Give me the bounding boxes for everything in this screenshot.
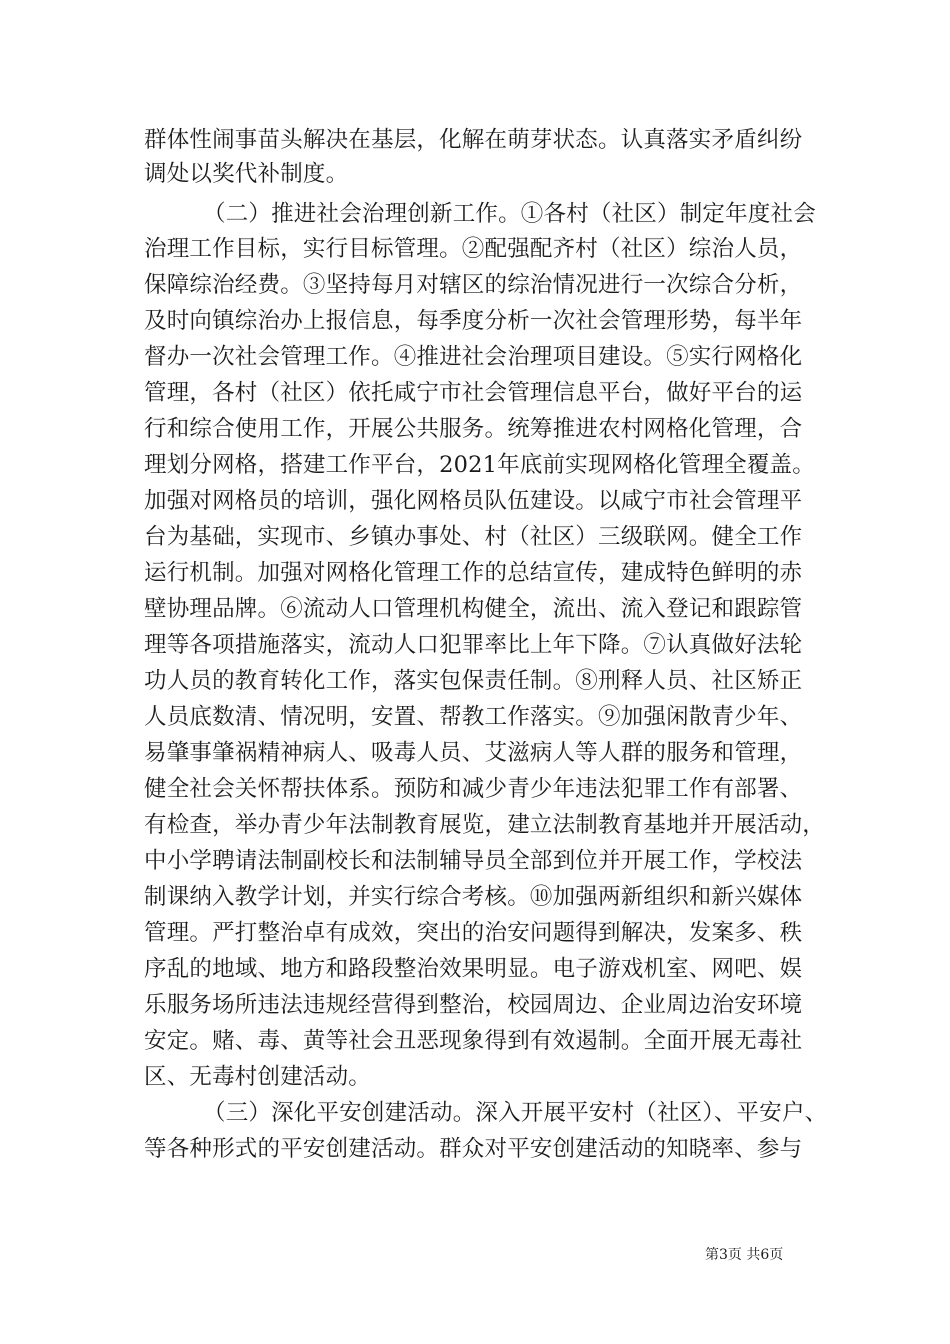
text-line: 及时向镇综治办上报信息，每季度分析一次社会管理形势，每半年 [144,308,803,334]
page-number: 第3页 共6页 [705,1247,784,1263]
text-line: 安定。赌、毒、黄等社会丑恶现象得到有效遏制。全面开展无毒社 [144,1028,803,1054]
text-line: 管理。严打整治卓有成效，突出的治安问题得到解决，发案多、秩 [144,920,803,946]
text-line: 管理，各村（社区）依托咸宁市社会管理信息平台，做好平台的运 [144,380,803,406]
text-line: 壁协理品牌。⑥流动人口管理机构健全，流出、流入登记和跟踪管 [144,596,803,622]
text-line: 督办一次社会管理工作。④推进社会治理项目建设。⑤实行网格化 [144,344,803,370]
text-line: 区、无毒村创建活动。 [144,1064,372,1090]
text-line: 乐服务场所违法违规经营得到整治，校园周边、企业周边治安环境 [144,992,803,1018]
text-line: 调处以奖代补制度。 [144,161,349,187]
text-line: 制课纳入教学计划，并实行综合考核。⑩加强两新组织和新兴媒体 [144,884,803,910]
text-line: 运行机制。加强对网格化管理工作的总结宣传，建成特色鲜明的赤 [144,560,803,586]
text-line: 行和综合使用工作，开展公共服务。统筹推进农村网格化管理，合 [144,416,803,442]
text-line: 台为基础，实现市、乡镇办事处、村（社区）三级联网。健全工作 [144,524,803,550]
text-line: 有检查，举办青少年法制教育展览，建立法制教育基地并开展活动， [144,812,826,838]
text-line: 理等各项措施落实，流动人口犯罪率比上年下降。⑦认真做好法轮 [144,632,803,658]
text-line: 等各种形式的平安创建活动。群众对平安创建活动的知晓率、参与 [144,1136,803,1162]
text-line: 功人员的教育转化工作，落实包保责任制。⑧刑释人员、社区矫正 [144,668,803,694]
paragraph-heading-3: （三）深化平安创建活动。深入开展平安村（社区）、平安户、 [203,1100,828,1126]
text-line: 加强对网格员的培训，强化网格员队伍建设。以咸宁市社会管理平 [144,488,803,514]
text-line: 序乱的地域、地方和路段整治效果明显。电子游戏机室、网吧、娱 [144,956,803,982]
text-line: 理划分网格，搭建工作平台，2021年底前实现网格化管理全覆盖。 [144,452,815,478]
text-line: 保障综治经费。③坚持每月对辖区的综治情况进行一次综合分析， [144,272,803,298]
text-line: 中小学聘请法制副校长和法制辅导员全部到位并开展工作，学校法 [144,848,803,874]
text-line: 易肇事肇祸精神病人、吸毒人员、艾滋病人等人群的服务和管理， [144,740,803,766]
text-line: 健全社会关怀帮扶体系。预防和减少青少年违法犯罪工作有部署、 [144,776,803,802]
text-line: 人员底数清、情况明，安置、帮教工作落实。⑨加强闲散青少年、 [144,704,803,730]
paragraph-heading-2: （二）推进社会治理创新工作。①各村（社区）制定年度社会 [203,201,816,227]
text-line: 群体性闹事苗头解决在基层，化解在萌芽状态。认真落实矛盾纠纷 [144,127,803,153]
text-line: 治理工作目标，实行目标管理。②配强配齐村（社区）综治人员， [144,236,803,262]
